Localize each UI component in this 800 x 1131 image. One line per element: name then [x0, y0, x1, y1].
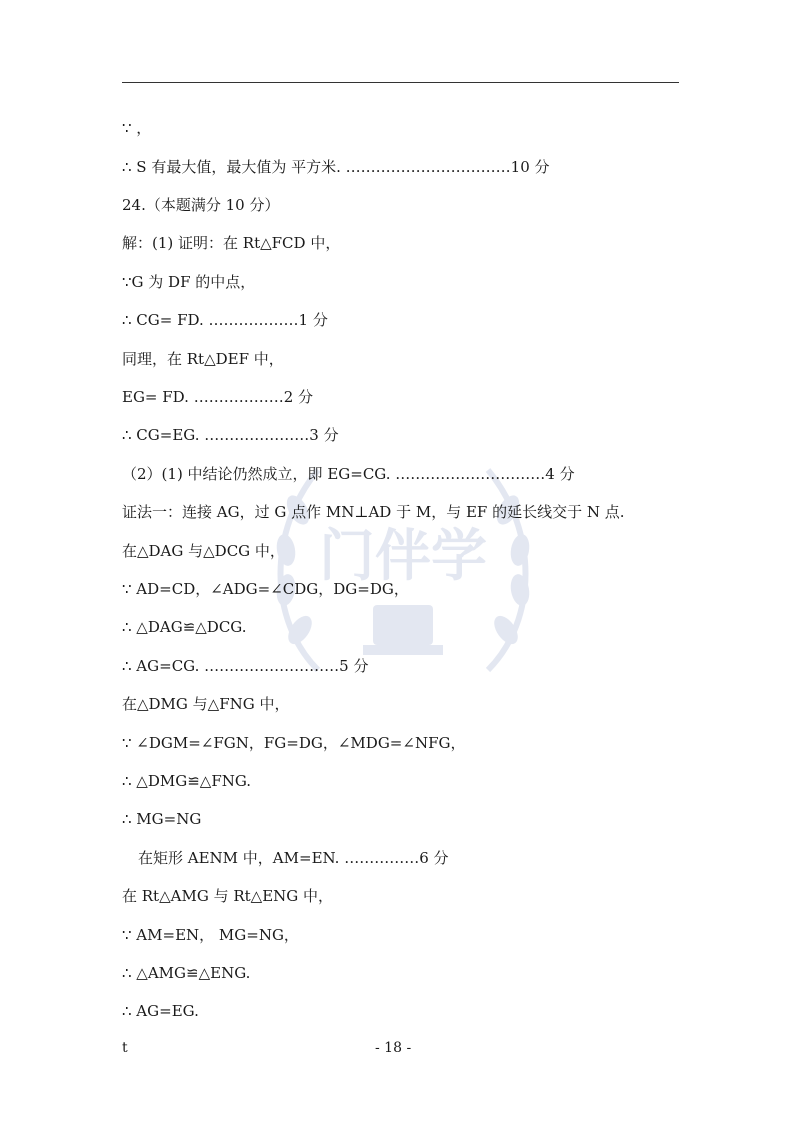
text-line: ∴ △DMG≌△FNG. — [122, 772, 252, 790]
watermark-text: 门伴学 — [319, 524, 487, 589]
text-line: 在△DAG 与△DCG 中， — [122, 542, 285, 560]
text-line: 在△DMG 与△FNG 中， — [122, 695, 290, 713]
text-line: ∴ AG=CG. ………………………5 分 — [122, 657, 369, 675]
header-rule — [122, 82, 679, 83]
question-heading: 24.（本题满分 10 分） — [122, 196, 280, 214]
text-line: ∴ CG=EG. …………………3 分 — [122, 426, 339, 444]
text-line: 在 Rt△AMG 与 Rt△ENG 中， — [122, 887, 334, 905]
text-line: ∴ △DAG≌△DCG. — [122, 618, 247, 636]
footer-left: t — [122, 1040, 128, 1056]
text-line: ∴ △AMG≌△ENG. — [122, 964, 251, 982]
page-number: - 18 - — [375, 1040, 412, 1056]
text-line: 证法一：连接 AG，过 G 点作 MN⊥AD 于 M，与 EF 的延长线交于 N 点. — [122, 503, 625, 521]
text-line: ∵ ， — [122, 119, 152, 137]
text-line: ∵ AM=EN， MG=NG， — [122, 926, 299, 944]
text-line: ∴ CG= FD. ………………1 分 — [122, 311, 328, 329]
text-line: ∵ AD=CD，∠ADG=∠CDG，DG=DG， — [122, 580, 409, 598]
text-line: ∴ AG=EG. — [122, 1002, 199, 1020]
text-line: ∵ ∠DGM=∠FGN，FG=DG，∠MDG=∠NFG， — [122, 734, 466, 752]
text-line: （2）(1) 中结论仍然成立，即 EG=CG. …………………………4 分 — [122, 465, 575, 483]
text-line: EG= FD. ………………2 分 — [122, 388, 314, 406]
text-line: 同理，在 Rt△DEF 中， — [122, 350, 284, 368]
text-line: ∵G 为 DF 的中点， — [122, 273, 256, 291]
text-line: 在矩形 AENM 中，AM=EN. ……………6 分 — [138, 849, 449, 867]
text-line: ∴ MG=NG — [122, 810, 202, 828]
text-line: 解：(1) 证明：在 Rt△FCD 中， — [122, 234, 341, 252]
text-line: ∴ S 有最大值，最大值为 平方米. ……………………………10 分 — [122, 158, 550, 176]
